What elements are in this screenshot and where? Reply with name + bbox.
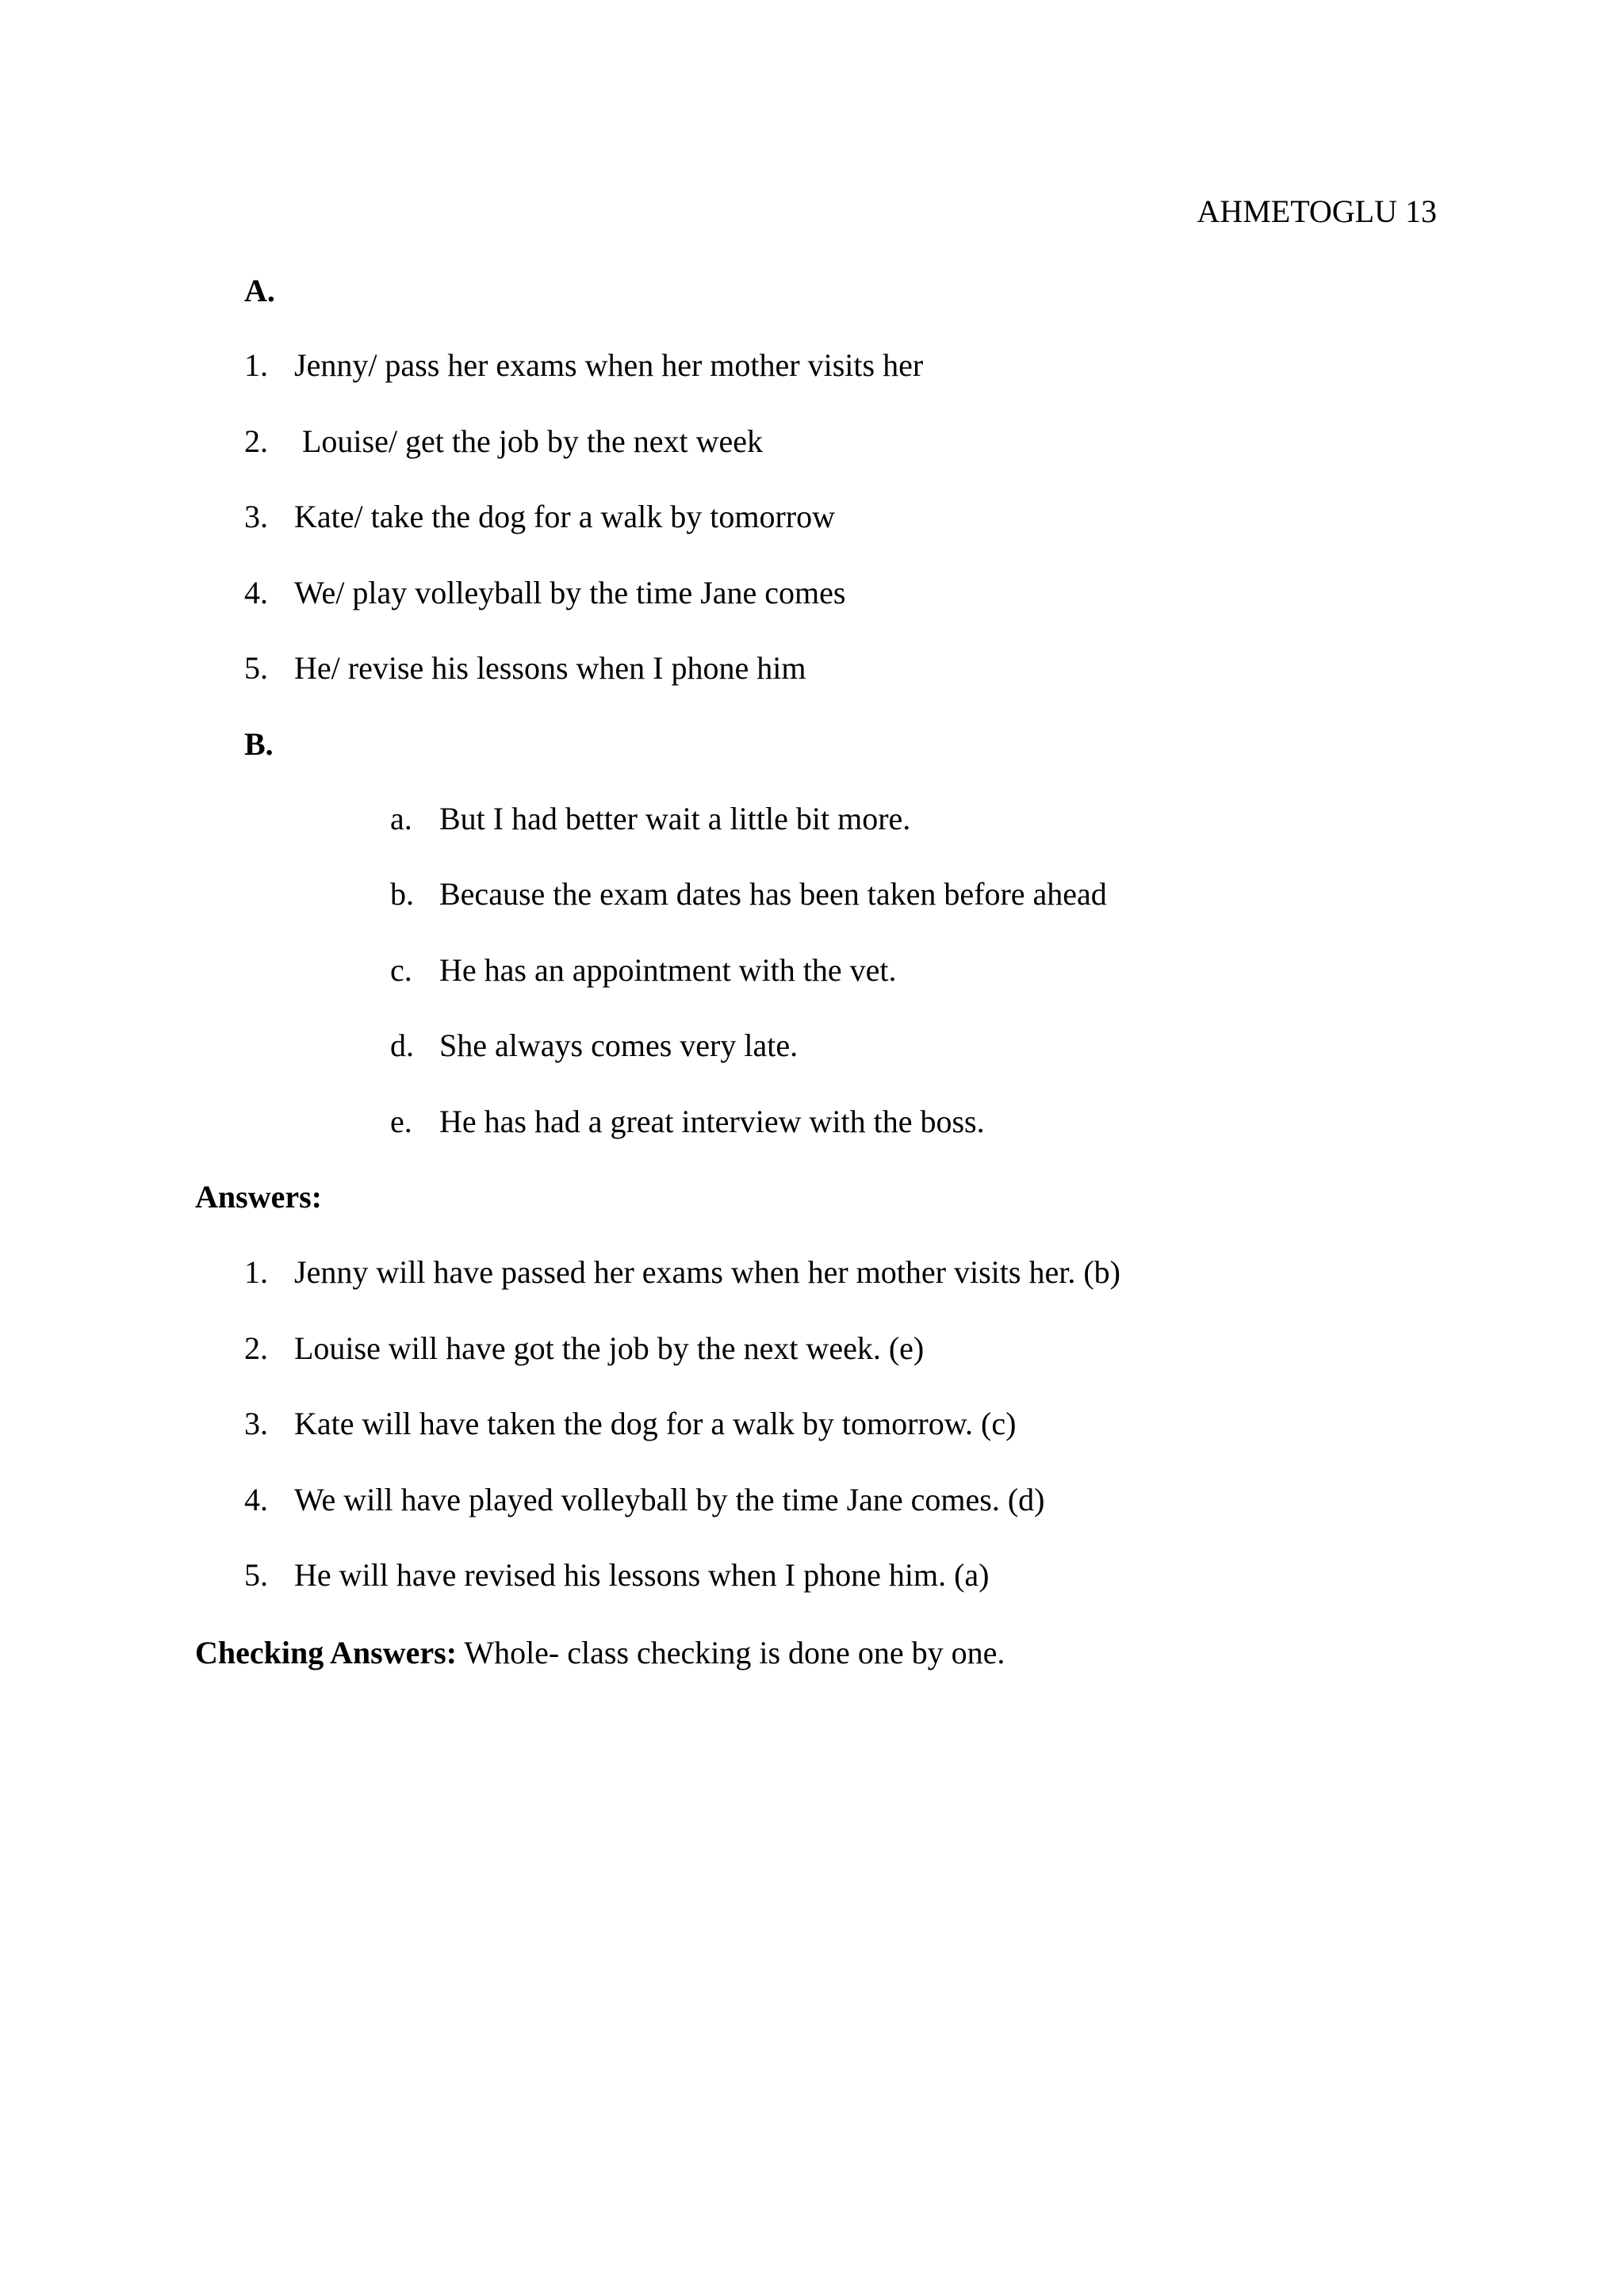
item-text: Jenny will have passed her exams when her mother visits her. (b) bbox=[294, 1254, 1120, 1290]
item-letter: b. bbox=[390, 876, 414, 912]
item-text: We will have played volleyball by the time Jane comes. (d) bbox=[294, 1482, 1045, 1517]
item-number: 2. bbox=[244, 423, 268, 459]
section-a-label: A. bbox=[244, 273, 275, 308]
item-number: 5. bbox=[244, 1557, 268, 1593]
item-number: 4. bbox=[244, 575, 268, 610]
item-text: Because the exam dates has been taken before ahead bbox=[439, 876, 1107, 912]
item-number: 1. bbox=[244, 1254, 268, 1290]
item-text: Kate will have taken the dog for a walk by tomorrow. (c) bbox=[294, 1406, 1017, 1441]
checking-answers-text: Whole- class checking is done one by one. bbox=[457, 1635, 1005, 1670]
item-number: 3. bbox=[244, 499, 268, 534]
section-b-label: B. bbox=[244, 726, 274, 762]
item-text: Jenny/ pass her exams when her mother visits her bbox=[294, 347, 924, 383]
checking-answers-label: Checking Answers: bbox=[195, 1635, 458, 1670]
item-text: Kate/ take the dog for a walk by tomorrow bbox=[294, 499, 836, 534]
item-text: He has had a great interview with the boss. bbox=[439, 1104, 985, 1139]
item-letter: d. bbox=[390, 1027, 414, 1063]
item-letter: e. bbox=[390, 1104, 412, 1139]
item-number: 1. bbox=[244, 347, 268, 383]
item-number: 4. bbox=[244, 1482, 268, 1517]
item-text: Louise/ get the job by the next week bbox=[294, 423, 763, 459]
checking-answers-paragraph bbox=[195, 1637, 1005, 1669]
item-number: 3. bbox=[244, 1406, 268, 1441]
item-number: 2. bbox=[244, 1330, 268, 1366]
item-text: Louise will have got the job by the next week. (e) bbox=[294, 1330, 925, 1366]
item-text: We/ play volleyball by the time Jane comes bbox=[294, 575, 846, 610]
item-text: He/ revise his lessons when I phone him bbox=[294, 650, 806, 686]
running-head: AHMETOGLU 13 bbox=[1197, 193, 1437, 229]
item-text: He will have revised his lessons when I phone him. (a) bbox=[294, 1557, 990, 1593]
item-text: But I had better wait a little bit more. bbox=[439, 801, 911, 836]
item-text: She always comes very late. bbox=[439, 1027, 799, 1063]
answers-label: Answers: bbox=[195, 1179, 322, 1215]
item-letter: c. bbox=[390, 952, 412, 988]
item-letter: a. bbox=[390, 801, 412, 836]
item-number: 5. bbox=[244, 650, 268, 686]
item-text: He has an appointment with the vet. bbox=[439, 952, 897, 988]
